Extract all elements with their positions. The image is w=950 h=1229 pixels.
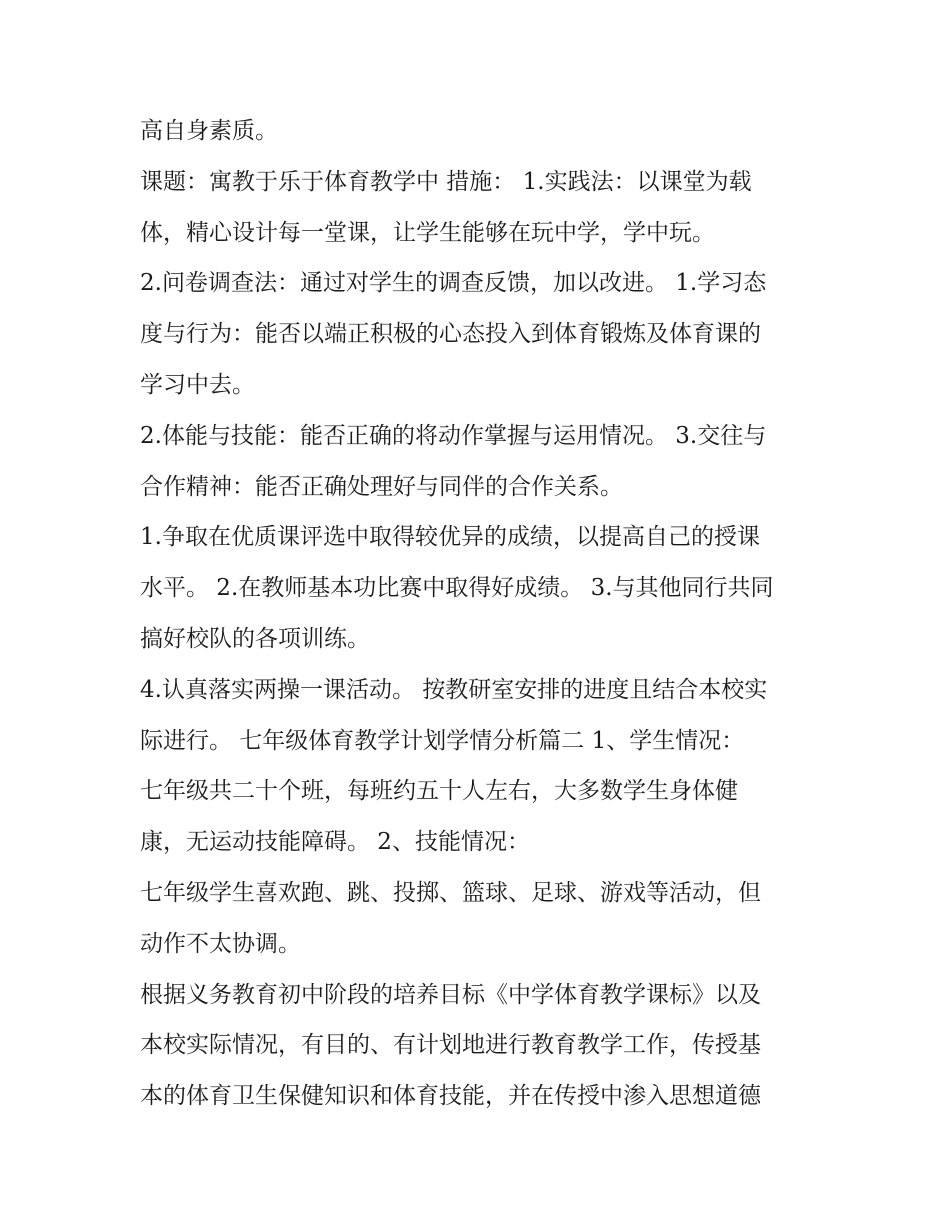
text-line: 动作不太协调。: [140, 930, 301, 957]
text-line: 2.体能与技能：能否正确的将动作掌握与运用情况。 3.交往与: [140, 422, 767, 449]
text-line: 本校实际情况，有目的、有计划地进行教育教学工作，传授基: [140, 1032, 761, 1059]
text-line: 康，无运动技能障碍。 2、技能情况：: [140, 829, 530, 856]
text-line: 根据义务教育初中阶段的培养目标《中学体育教学课标》以及: [140, 981, 761, 1008]
text-line: 学习中去。: [140, 371, 255, 398]
text-line: 高自身素质。: [140, 118, 278, 144]
text-line: 2.问卷调查法：通过对学生的调查反馈，加以改进。 1.学习态: [140, 270, 767, 297]
text-line: 合作精神：能否正确处理好与同伴的合作关系。: [140, 473, 623, 500]
text-line: 1.争取在优质课评选中取得较优异的成绩，以提高自己的授课: [140, 524, 760, 551]
text-line: 4.认真落实两操一课活动。 按教研室安排的进度且结合本校实: [140, 676, 768, 703]
text-line: 水平。 2.在教师基本功比赛中取得好成绩。 3.与其他同行共同: [140, 575, 774, 602]
text-line: 际进行。 七年级体育教学计划学情分析篇二 1、学生情况：: [140, 727, 745, 754]
text-line: 七年级共二十个班，每班约五十人左右，大多数学生身体健: [140, 778, 738, 805]
text-line: 七年级学生喜欢跑、跳、投掷、篮球、足球、游戏等活动，但: [140, 879, 761, 906]
text-line: 搞好校队的各项训练。: [140, 625, 370, 652]
text-line: 度与行为：能否以端正积极的心态投入到体育锻炼及体育课的: [140, 321, 761, 348]
text-line: 本的体育卫生保健知识和体育技能，并在传授中渗入思想道德: [140, 1083, 761, 1110]
text-line: 课题：寓教于乐于体育教学中 措施： 1.实践法：以课堂为载: [140, 168, 752, 195]
body-text: [140, 106, 816, 1122]
text-line: 体，精心设计每一堂课，让学生能够在玩中学，学中玩。: [140, 219, 715, 246]
